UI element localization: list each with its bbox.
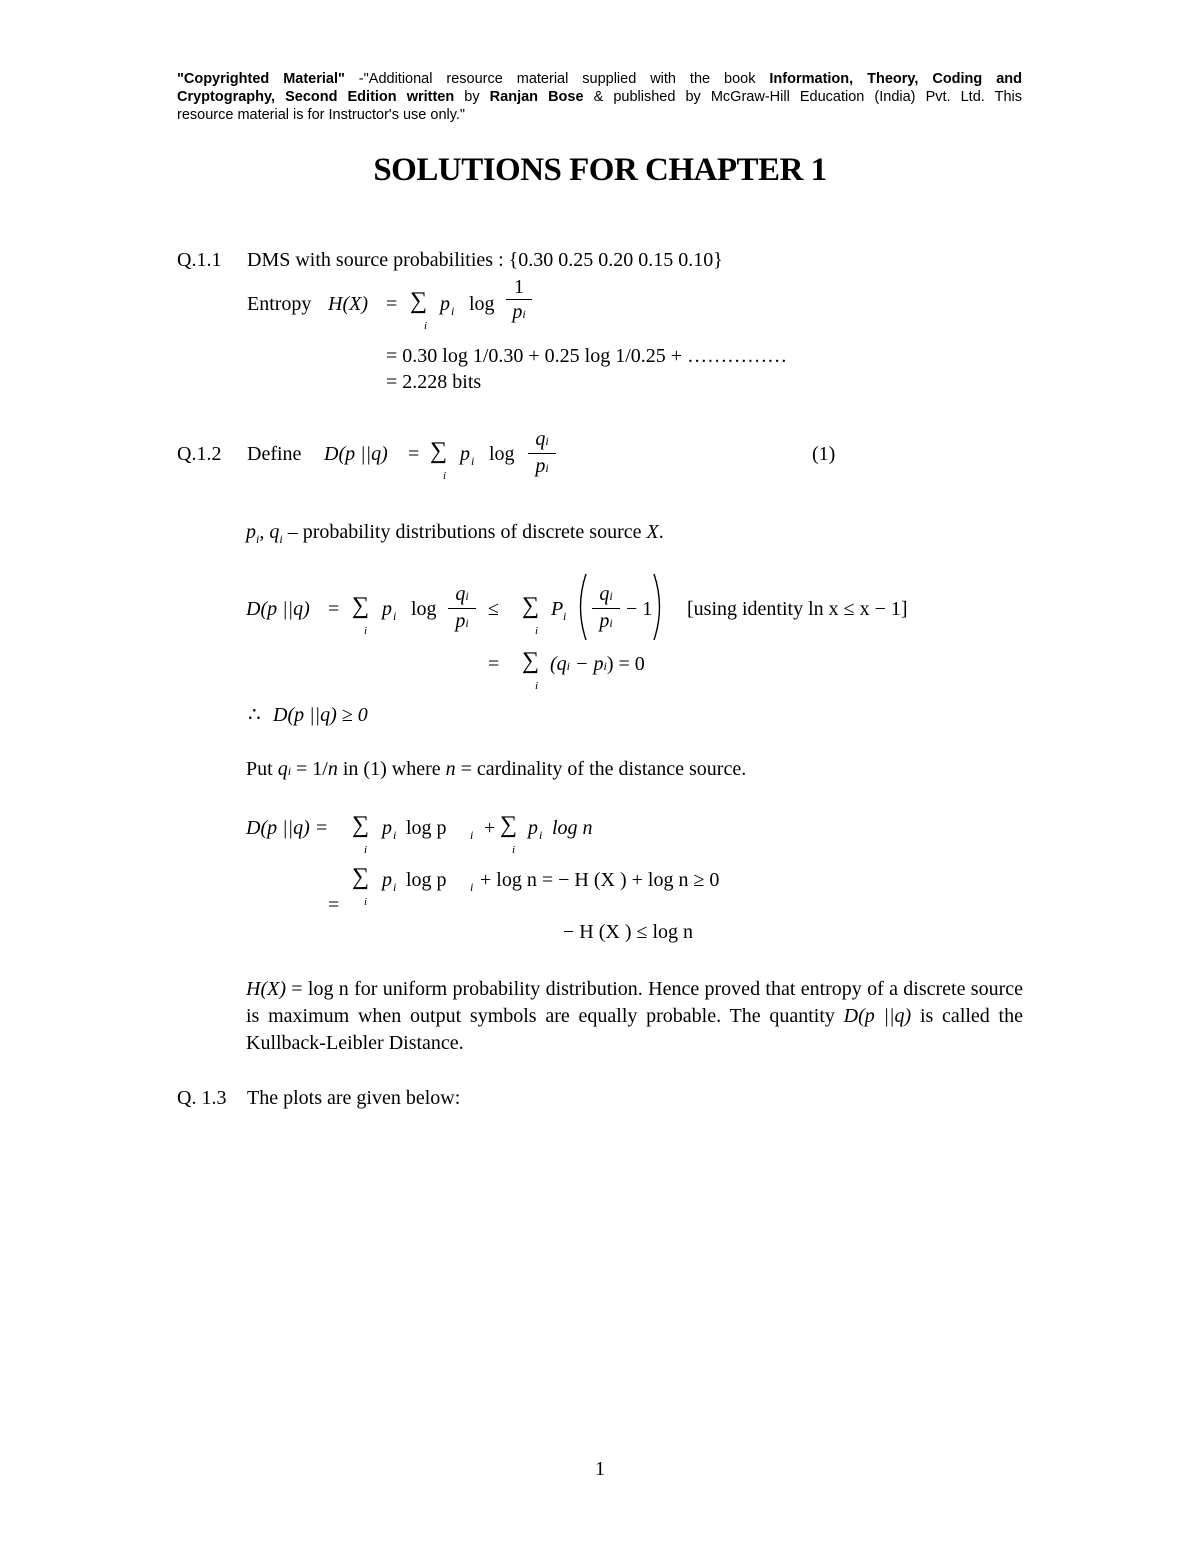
q12-d2-logn: log n <box>552 817 593 839</box>
q12-sigma-index: i <box>443 470 447 482</box>
q13-text: The plots are given below: <box>247 1087 461 1109</box>
q12-p-7: p <box>382 869 392 891</box>
q12-P-sub: i <box>563 609 567 623</box>
q11-line2: = 0.30 log 1/0.30 + 0.25 log 1/0.25 + …………… <box>386 345 788 367</box>
q11-fraction <box>506 276 532 325</box>
left-paren <box>574 572 588 642</box>
q12-sigma-2: ∑ <box>352 593 370 619</box>
q12-sigma-6: ∑ <box>500 812 518 838</box>
q12-sigma-3-index: i <box>535 625 539 637</box>
q11-sigma-index: i <box>424 320 428 332</box>
q11-frac-den: pi <box>512 301 526 323</box>
q11-hx: H(X) <box>328 293 368 315</box>
q12-sigma-6-index: i <box>512 844 516 856</box>
q12-d2-plus: + <box>484 817 496 839</box>
q11-p-sub: i <box>451 304 455 318</box>
q12-sigma-4: ∑ <box>522 648 540 674</box>
q12-dpq: D(p ||q) <box>324 443 388 465</box>
q12-sum-line: (qi − pi) = 0 <box>550 653 645 675</box>
q12-conclusion: H(X) = log n for uniform probability distribution. Hence proved that entropy of a discrete source is maximum when output symbols are equally probable. The quantity D(p ||q) is called the Kullback-Leibler Distance. <box>246 978 1023 1054</box>
q12-sigma: ∑ <box>430 438 448 464</box>
copyright-line-1: "Copyrighted Material" -"Additional resource material supplied with the book Information, Theory, Coding and <box>177 71 1022 87</box>
q12-dpq-2: D(p ||q) <box>246 598 310 620</box>
q12-fraction-3: qi pi <box>592 583 620 634</box>
q12-eq: = <box>408 443 420 465</box>
q12-distribution-text: $p_i$, $q_i$ – probability distributions of discrete source X. <box>246 521 664 546</box>
q12-p-5: p <box>382 817 392 839</box>
q13-label: Q. 1.3 <box>177 1087 227 1109</box>
q12-fraction <box>528 428 556 479</box>
q12-define: Define <box>247 443 302 465</box>
q12-d3-log: log p <box>406 869 447 891</box>
q12-d3-log-sub: i <box>470 880 474 894</box>
q12-d2-lhs: D(p ||q) = <box>246 817 329 839</box>
therefore-symbol: ∴ <box>248 704 261 726</box>
q12-P: P <box>551 598 564 620</box>
q12-p-6-sub: i <box>539 828 543 842</box>
q12-sigma-2-index: i <box>364 625 368 637</box>
q11-eq: = <box>386 293 398 315</box>
q12-d2-log-sub: i <box>470 828 474 842</box>
q12-eq-2: = <box>328 598 340 620</box>
page-title: SOLUTIONS FOR CHAPTER 1 <box>373 152 827 188</box>
q12-frac-num: qi <box>535 428 549 450</box>
q11-line3: = 2.228 bits <box>386 371 482 393</box>
q11-label: Q.1.1 <box>177 249 222 271</box>
q12-d3-rest: + log n = − H (X ) + log n ≥ 0 <box>480 869 720 891</box>
q12-d2-log: log p <box>406 817 447 839</box>
q11-text: DMS with source probabilities : {0.30 0.25 0.20 0.15 0.10} <box>247 249 723 271</box>
q11-frac-num: 1 <box>514 276 524 298</box>
q12-fraction-2: qi pi <box>448 583 476 634</box>
q12-p-sub: i <box>471 454 475 468</box>
q12-le: ≤ <box>488 598 499 620</box>
q12-put-text: Put qi = 1/n in (1) where n = cardinality of the distance source. <box>246 758 747 780</box>
q12-p-7-sub: i <box>393 880 397 894</box>
q12-p-6: p <box>528 817 538 839</box>
q12-sigma-7-index: i <box>364 896 368 908</box>
q12-sigma-5-index: i <box>364 844 368 856</box>
q12-sigma-5: ∑ <box>352 812 370 838</box>
q11-log: log <box>469 293 495 315</box>
q12-log: log <box>489 443 515 465</box>
q12-sigma-3: ∑ <box>522 593 540 619</box>
q12-d4: − H (X ) ≤ log n <box>563 921 694 943</box>
q12-label: Q.1.2 <box>177 443 222 465</box>
page-number: 1 <box>595 1458 605 1480</box>
q12-sigma-7: ∑ <box>352 864 370 890</box>
copyright-line-3: resource material is for Instructor's use only." <box>177 107 466 123</box>
q12-p-2: p <box>382 598 392 620</box>
q12-d3-eq: = <box>328 894 340 916</box>
copyright-line-2: Cryptography, Second Edition written by Ranjan Bose & published by McGraw-Hill Education (India) Pvt. Ltd. This <box>177 89 1022 105</box>
q11-p: p <box>440 293 450 315</box>
q11-sigma: ∑ <box>410 288 428 314</box>
q12-eq-3: = <box>488 653 500 675</box>
q12-sigma-4-index: i <box>535 680 539 692</box>
q12-p-2-sub: i <box>393 609 397 623</box>
q12-minus1: − 1 <box>626 598 653 620</box>
q12-identity: [using identity ln x ≤ x − 1] <box>687 598 908 620</box>
q12-geq0: D(p ||q) ≥ 0 <box>273 704 368 726</box>
q12-log-2: log <box>411 598 437 620</box>
equation-number-1: (1) <box>812 443 836 465</box>
q11-entropy-word: Entropy <box>247 293 312 315</box>
right-paren <box>652 572 666 642</box>
q12-frac-den: pi <box>535 455 549 477</box>
q12-p-5-sub: i <box>393 828 397 842</box>
q12-p: p <box>460 443 470 465</box>
